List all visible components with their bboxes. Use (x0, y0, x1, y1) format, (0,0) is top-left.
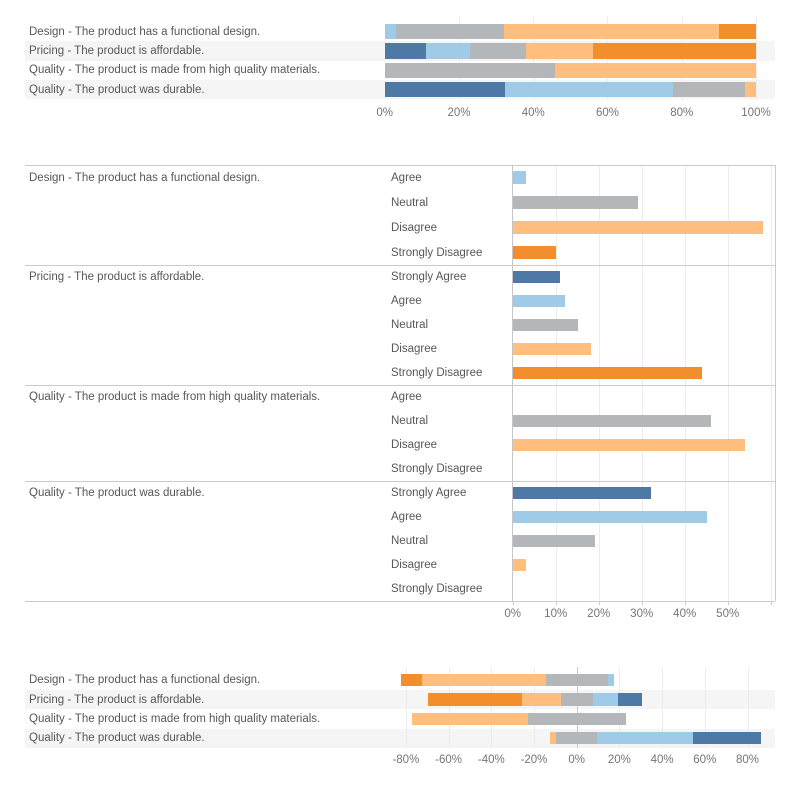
bar-segment-neutral[interactable] (673, 82, 744, 97)
bar-segment-neutral[interactable] (556, 732, 597, 744)
axis-tick-label: 100% (741, 107, 771, 119)
response-label: Disagree (391, 559, 438, 571)
question-label: Quality - The product is made from high quality materials. (29, 712, 321, 725)
bar-segment-disagree[interactable] (513, 439, 745, 451)
bar-segment-neutral[interactable] (513, 535, 595, 547)
bar-segment-strongly-disagree[interactable] (593, 43, 756, 58)
bar-segment-strongly-disagree[interactable] (719, 24, 756, 39)
question-label: Pricing - The product is affordable. (29, 693, 205, 706)
response-label: Strongly Disagree (391, 367, 483, 379)
axis-tick (728, 601, 729, 605)
axis-tick-label: -40% (477, 754, 505, 766)
bar-segment-neutral[interactable] (470, 43, 526, 58)
bar-segment-strongly-agree[interactable] (385, 43, 426, 58)
bar-segment-agree[interactable] (513, 295, 565, 307)
bar-segment-disagree[interactable] (412, 713, 527, 725)
bar-segment-strongly-disagree[interactable] (401, 674, 422, 686)
axis-tick (685, 601, 686, 605)
bar-segment-agree[interactable] (385, 24, 396, 39)
bar-segment-strongly-agree[interactable] (618, 693, 641, 705)
question-label: Pricing - The product is affordable. (29, 45, 205, 57)
bar-segment-strongly-disagree[interactable] (428, 693, 522, 705)
bar-segment-neutral[interactable] (561, 693, 593, 705)
response-label: Disagree (391, 343, 438, 355)
question-label: Quality - The product was durable. (29, 732, 205, 745)
response-label: Agree (391, 511, 422, 523)
panel-border (25, 385, 775, 386)
axis-tick-label: 0% (376, 107, 393, 119)
response-label: Agree (391, 171, 422, 184)
bar-segment-strongly-disagree[interactable] (513, 367, 702, 379)
bar-segment-strongly-agree[interactable] (385, 82, 505, 97)
axis-tick-label: 50% (716, 608, 740, 620)
bar-segment-disagree[interactable] (522, 693, 560, 705)
question-label: Quality - The product is made from high quality materials. (29, 391, 321, 403)
response-label: Agree (391, 391, 422, 403)
plot-right-border (775, 165, 776, 601)
axis-tick-label: 0% (568, 754, 585, 766)
bar-segment-agree[interactable] (513, 511, 707, 523)
axis-tick-label: 0% (504, 608, 521, 620)
bar-segment-neutral[interactable] (385, 63, 556, 78)
bar-segment-neutral[interactable] (513, 196, 638, 208)
bar-segment-agree[interactable] (597, 732, 693, 744)
axis-tick-label: 20% (587, 608, 611, 620)
question-label: Design - The product has a functional design. (29, 171, 261, 184)
bar-segment-agree[interactable] (593, 693, 619, 705)
bar-segment-disagree[interactable] (504, 24, 719, 39)
question-label: Quality - The product was durable. (29, 487, 205, 499)
response-label: Neutral (391, 196, 429, 209)
question-label: Pricing - The product is affordable. (29, 271, 205, 283)
response-label: Strongly Disagree (391, 583, 483, 595)
response-label: Strongly Agree (391, 487, 467, 499)
axis-tick-label: -20% (520, 754, 548, 766)
bar-segment-strongly-agree[interactable] (693, 732, 761, 744)
bar-segment-disagree[interactable] (422, 674, 546, 686)
axis-tick (513, 601, 514, 605)
bar-segment-strongly-disagree[interactable] (513, 246, 556, 258)
axis-tick (642, 601, 643, 605)
response-label: Disagree (391, 439, 438, 451)
bar-segment-disagree[interactable] (513, 221, 762, 233)
bar-segment-disagree[interactable] (513, 343, 590, 355)
response-label: Strongly Disagree (391, 463, 483, 475)
axis-tick-label: 40% (521, 107, 545, 119)
panel-border (25, 481, 775, 482)
panel-border (25, 601, 775, 602)
axis-tick-label: 40% (650, 754, 674, 766)
axis-tick-label: 40% (673, 608, 697, 620)
response-label: Neutral (391, 319, 429, 331)
axis-tick (599, 601, 600, 605)
question-label: Design - The product has a functional design. (29, 25, 261, 38)
question-label: Quality - The product is made from high quality materials. (29, 64, 321, 77)
bar-segment-agree[interactable] (505, 82, 674, 97)
axis-tick-label: 80% (670, 107, 694, 119)
bar-segment-agree[interactable] (608, 674, 614, 686)
response-label: Neutral (391, 415, 429, 427)
bar-segment-neutral[interactable] (528, 713, 626, 725)
axis-tick-label: -80% (392, 754, 420, 766)
panel-border (25, 165, 775, 166)
axis-tick-label: 20% (607, 754, 631, 766)
question-label: Design - The product has a functional design. (29, 674, 261, 687)
bar-segment-strongly-agree[interactable] (513, 271, 560, 283)
axis-tick-label: -60% (435, 754, 463, 766)
bar-segment-strongly-agree[interactable] (513, 487, 651, 499)
axis-tick-label: 60% (693, 754, 717, 766)
bar-segment-neutral[interactable] (513, 319, 578, 331)
bar-segment-agree[interactable] (513, 171, 526, 183)
bar-segment-neutral[interactable] (546, 674, 608, 686)
response-label: Agree (391, 295, 422, 307)
response-label: Disagree (391, 221, 438, 234)
response-label: Strongly Agree (391, 271, 467, 283)
bar-segment-disagree[interactable] (745, 82, 756, 97)
response-label: Strongly Disagree (391, 246, 483, 259)
axis-tick-label: 30% (630, 608, 654, 620)
bar-segment-disagree[interactable] (526, 43, 593, 58)
axis-tick-label: 20% (447, 107, 471, 119)
axis-tick-label: 10% (544, 608, 568, 620)
bar-segment-disagree[interactable] (513, 559, 526, 571)
response-label: Neutral (391, 535, 429, 547)
axis-tick-label: 80% (735, 754, 760, 766)
axis-tick (771, 601, 772, 605)
panel-border (25, 265, 775, 266)
bar-segment-agree[interactable] (426, 43, 471, 58)
bar-segment-neutral[interactable] (396, 24, 504, 39)
x-gridline (756, 17, 757, 100)
axis-tick (556, 601, 557, 605)
x-gridline (771, 165, 772, 601)
question-label: Quality - The product was durable. (29, 83, 205, 96)
axis-tick-label: 60% (595, 107, 619, 119)
bar-segment-disagree[interactable] (555, 63, 756, 78)
bar-segment-neutral[interactable] (513, 415, 711, 427)
